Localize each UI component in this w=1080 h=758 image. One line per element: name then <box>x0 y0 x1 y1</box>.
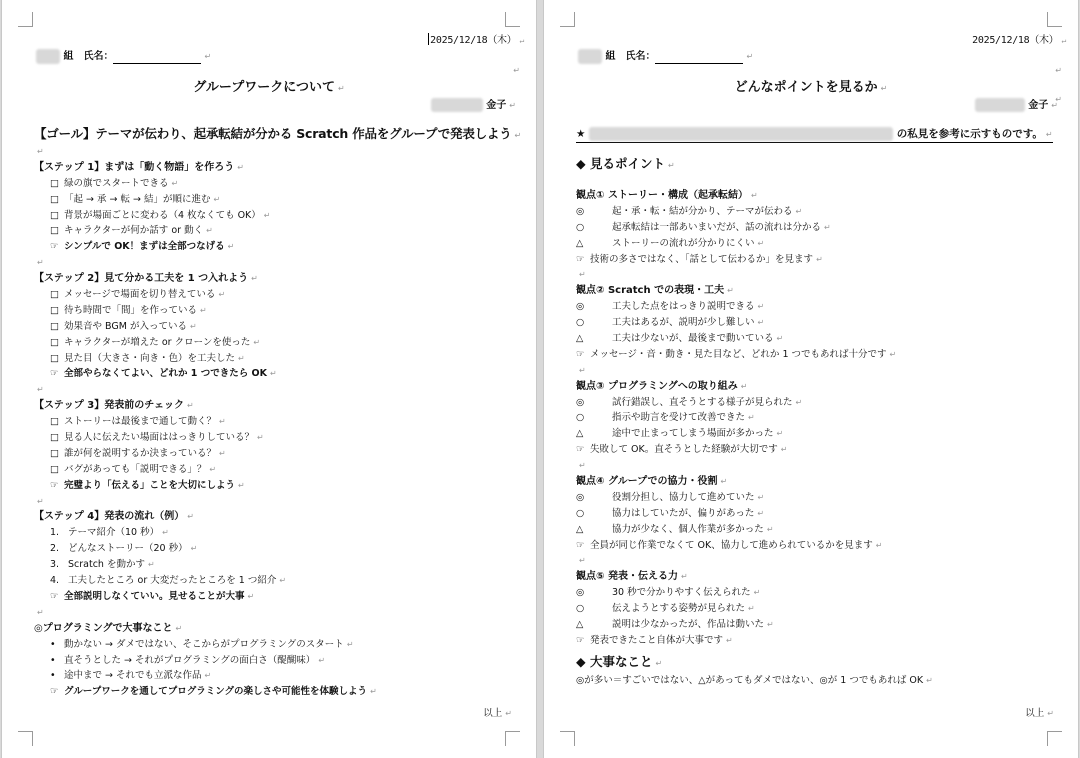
pointing-hand-icon: ☞ <box>576 444 585 456</box>
checklist-item[interactable]: □ メッセージで場面を切り替えている ↵ <box>34 287 516 303</box>
checkbox-icon[interactable]: □ <box>50 304 59 316</box>
checkbox-icon[interactable]: □ <box>50 177 59 189</box>
viewpoint5-heading[interactable]: 観点⑤ 発表・伝える力 ↵ <box>576 571 688 583</box>
checklist-item[interactable]: □ 誰が何を説明するか決まっている？ ↵ <box>34 446 516 462</box>
viewpoint3-heading[interactable]: 観点③ プログラミングへの取り組み ↵ <box>576 380 748 392</box>
checkbox-icon[interactable]: □ <box>50 289 59 301</box>
document-page-right <box>544 0 1078 758</box>
rating-row[interactable]: ○ 工夫はあるが、説明が少し難しい ↵ <box>576 317 765 329</box>
margin-corner-mark <box>18 731 33 746</box>
rating-row[interactable]: ◎ 工夫した点をはっきり説明できる ↵ <box>576 301 765 313</box>
pointing-hand-icon: ☞ <box>576 634 585 646</box>
important-heading[interactable]: ◎プログラミングで大事なこと ↵ <box>34 622 183 634</box>
bullet-icon: • <box>50 670 56 682</box>
checklist-item[interactable]: □ キャラクターが何か話す or 動く ↵ <box>34 223 516 239</box>
rating-row[interactable]: ◎ 試行錯誤し、直そうとする様子が見られた ↵ <box>576 396 803 408</box>
goal-heading[interactable]: 【ゴール】テーマが伝わり、起承転結が分かる Scratch 作品をグループで発表しよう ↵ <box>34 126 522 141</box>
section-heading-points[interactable]: ◆ 見るポイント ↵ <box>576 156 675 171</box>
checkbox-icon[interactable]: □ <box>50 320 59 332</box>
margin-corner-mark <box>1047 731 1062 746</box>
checklist-item[interactable]: □ 緑の旗でスタートできる ↵ <box>34 176 516 192</box>
pointing-hand-icon: ☞ <box>50 686 59 698</box>
name-field[interactable] <box>655 51 743 64</box>
bullet-icon: • <box>50 638 56 650</box>
checklist-item[interactable]: □ 見る人に伝えたい場面ははっきりしている？ ↵ <box>34 430 516 446</box>
bullet-item[interactable]: • 動かない → ダメではない、そこからがプログラミングのスタート ↵ <box>34 637 516 653</box>
checklist-item[interactable]: □ キャラクターが増えた or クローンを使った ↵ <box>34 335 516 351</box>
checkbox-icon[interactable]: □ <box>50 352 59 364</box>
rating-row[interactable]: △ 説明は少なかったが、作品は動いた ↵ <box>576 619 774 631</box>
redacted-class <box>578 49 602 64</box>
checkbox-icon[interactable]: □ <box>50 209 59 221</box>
right-body: ◆ 見るポイント ↵ 観点① ストーリー・構成（起承転結） ↵ ◎ 起・承・転・結が分かり、テーマが伝わる ↵ ○ 起承転結は一部あいまいだが、話の流れは分かる ↵ △ ストーリーの流れが分かりにくい ↵ ☞ 技術の多さではなく、「話として伝わるか」を見ます ↵ ↵ 観点② Scratch での表現・工夫 ↵ ◎ 工夫した点をはっきり説明できる ↵ ○ 工夫はあるが、説明が少し難しい ↵ △ 工夫は少ないが、最後まで動いている ↵ ☞ メッセージ・音・動き・見た目など、どれか 1 つでもあれば十分です ↵ ↵ 観点③ プログラミングへの取り組み ↵ ◎ 試行錯誤し、直そうとする様子が見られた ↵ ○ 指示や助言を受けて改善できた ↵ △ 途中で止まってしまう場面が多かった ↵ ☞ 失敗して OK。直そうとした経験が大切です ↵ ↵ 観点④ グループでの協力・役割 ↵ ◎ 役割分担し、協力して進めていた ↵ ○ 協力はしていたが、偏りがあった ↵ △ 協力が少なく、個人作業が多かった ↵ ☞ 全員が同じ作業でなくて OK、協力して進められているかを見ます ↵ ↵ 観点⑤ 発表・伝える力 ↵ ◎ 30 秒で分かりやすく伝えられた ↵ ○ 伝えようとする姿勢が見られた ↵ △ 説明は少なかったが、作品は動いた ↵ ☞ 発表できたこと自体が大事です ↵ ◆ 大事なこと ↵ ◎が多い＝すごいではない、△があってもダメではない、◎が 1 つでもあれば OK ↵ <box>576 153 1058 689</box>
document-title[interactable]: グループワークについて ↵ <box>193 80 345 95</box>
margin-corner-mark <box>18 12 33 27</box>
step4-heading[interactable]: 【ステップ 4】発表の流れ（例） ↵ <box>34 511 194 523</box>
blank-line <box>576 175 1058 188</box>
name-field[interactable] <box>113 51 201 64</box>
checklist-item[interactable]: □ ストーリーは最後まで通して動く？ ↵ <box>34 414 516 430</box>
numbered-item[interactable]: 4. 工夫したところ or 大変だったところを 1 つ紹介 ↵ <box>50 575 287 587</box>
document-date[interactable]: 2025/12/18（木） ↵ <box>430 35 524 46</box>
left-body: ↵ 【ステップ 1】まずは「動く物語」を作ろう ↵ □ 緑の旗でスタートできる ↵ □ 「起 → 承 → 転 → 結」が順に進む ↵ □ 背景が場面ごとに変わる（4 枚なくても OK） ↵ □ キャラクターが何か話す or 動く ↵ ☞ シンプルで OK！まずは全部つなげる ↵ ↵ 【ステップ 2】見て分かる工夫を 1 つ入れよう ↵ □ メッセージで場面を切り替えている ↵ □ 待ち時間で「間」を作っている ↵ □ 効果音や BGM が入っている ↵ □ キャラクターが増えた or クローンを使った ↵ □ 見た目（大きさ・向き・色）を工夫した ↵ ☞ 全部やらなくてよい、どれか 1 つできたら OK ↵ ↵ 【ステップ 3】発表前のチェック ↵ □ ストーリーは最後まで通して動く？ ↵ □ 見る人に伝えたい場面ははっきりしている？ ↵ □ 誰が何を説明するか決まっている？ ↵ □ バグがあっても「説明できる」？ ↵ ☞ 完璧より「伝える」ことを大切にしよう ↵ ↵ 【ステップ 4】発表の流れ（例） ↵ 1. テーマ紹介（10 秒） ↵ 2. どんなストーリー（20 秒） ↵ 3. Scratch を動かす ↵ 4. 工夫したところ or 大変だったところを 1 つ紹介 ↵ ☞ 全部説明しなくていい。見せることが大事 ↵ ↵ ◎プログラミングで大事なこと ↵ • 動かない → ダメではない、そこからがプログラミングのスタート ↵ • 直そうとした → それがプログラミングの面白さ（醍醐味） ↵ • 途中まで → それでも立派な作品 ↵ ☞ グループワークを通してプログラミングの楽しさや可能性を体験しよう ↵ <box>34 144 516 700</box>
class-name-line[interactable]: 組 氏名： ↵ <box>578 47 753 64</box>
redacted-class <box>36 49 60 64</box>
pointing-hand-icon: ☞ <box>50 241 59 253</box>
pointing-hand-icon: ☞ <box>576 348 585 360</box>
document-page-left <box>2 0 536 758</box>
checkbox-icon[interactable]: □ <box>50 193 59 205</box>
viewpoint-note[interactable]: ☞ 発表できたこと自体が大事です ↵ <box>576 633 1058 649</box>
rating-row[interactable]: ◎ 30 秒で分かりやすく伝えられた ↵ <box>576 587 761 599</box>
step-note[interactable]: ☞ シンプルで OK！まずは全部つなげる ↵ <box>34 239 516 255</box>
checkbox-icon[interactable]: □ <box>50 225 59 237</box>
numbered-item[interactable]: 3. Scratch を動かす ↵ <box>50 559 155 571</box>
step2-heading[interactable]: 【ステップ 2】見て分かる工夫を 1 つ入れよう ↵ <box>34 273 258 285</box>
document-title[interactable]: どんなポイントを見るか ↵ <box>734 80 888 95</box>
checklist-item[interactable]: □ 効果音や BGM が入っている ↵ <box>34 319 516 335</box>
author-line[interactable]: 金子 ↵ <box>431 96 516 112</box>
redacted-author <box>431 98 483 112</box>
rating-row[interactable]: △ ストーリーの流れが分かりにくい ↵ <box>576 237 765 249</box>
viewpoint4-heading[interactable]: 観点④ グループでの協力・役割 ↵ <box>576 476 728 488</box>
viewpoint-note[interactable]: ☞ 失敗して OK。直そうとした経験が大切です ↵ <box>576 442 1058 458</box>
step-note[interactable]: ☞ 全部説明しなくていい。見せることが大事 ↵ <box>34 589 516 605</box>
viewpoint-note[interactable]: ☞ 技術の多さではなく、「話として伝わるか」を見ます ↵ <box>576 252 1058 268</box>
checkbox-icon[interactable]: □ <box>50 336 59 348</box>
redacted-author <box>975 98 1025 112</box>
margin-corner-mark <box>505 12 520 27</box>
pointing-hand-icon: ☞ <box>576 539 585 551</box>
checkbox-icon[interactable]: □ <box>50 432 59 444</box>
checklist-item[interactable]: □ バグがあっても「説明できる」？ ↵ <box>34 462 516 478</box>
checklist-item[interactable]: □ 待ち時間で「間」を作っている ↵ <box>34 303 516 319</box>
margin-corner-mark <box>1047 12 1062 27</box>
rating-row[interactable]: ○ 起承転結は一部あいまいだが、話の流れは分かる ↵ <box>576 221 831 233</box>
checklist-item[interactable]: □ 「起 → 承 → 転 → 結」が順に進む ↵ <box>34 192 516 208</box>
checkbox-icon[interactable]: □ <box>50 463 59 475</box>
section-heading-important[interactable]: ◆ 大事なこと ↵ <box>576 653 663 669</box>
numbered-item[interactable]: 1. テーマ紹介（10 秒） ↵ <box>50 527 169 539</box>
viewpoint1-heading[interactable]: 観点① ストーリー・構成（起承転結） ↵ <box>576 190 758 201</box>
bullet-item[interactable]: • 直そうとした → それがプログラミングの面白さ（醍醐味） ↵ <box>34 653 516 669</box>
class-name-line[interactable]: 組 氏名： ↵ <box>36 47 211 64</box>
end-mark[interactable]: 以上 ↵ <box>1025 708 1054 719</box>
step1-heading[interactable]: 【ステップ 1】まずは「動く物語」を作ろう ↵ <box>34 161 244 173</box>
pointing-hand-icon: ☞ <box>576 253 585 265</box>
step3-heading[interactable]: 【ステップ 3】発表前のチェック ↵ <box>34 400 194 412</box>
rating-row[interactable]: ○ 伝えようとする姿勢が見られた ↵ <box>576 603 755 615</box>
step-note[interactable]: ☞ グループワークを通してプログラミングの楽しさや可能性を体験しよう ↵ <box>34 684 516 700</box>
end-mark[interactable]: 以上 ↵ <box>483 708 512 719</box>
summary-line[interactable]: ◎が多い＝すごいではない、△があってもダメではない、◎が 1 つでもあれば OK ↵ <box>576 674 933 686</box>
rating-row[interactable]: △ 途中で止まってしまう場面が多かった ↵ <box>576 428 784 440</box>
rating-row[interactable]: ○ 協力はしていたが、偏りがあった ↵ <box>576 507 765 519</box>
step-note[interactable]: ☞ 全部やらなくてよい、どれか 1 つできたら OK ↵ <box>34 366 516 382</box>
author-line[interactable]: 金子 ↵ <box>975 96 1058 112</box>
checkbox-icon[interactable]: □ <box>50 416 59 428</box>
bullet-item[interactable]: • 途中まで → それでも立派な作品 ↵ <box>34 668 516 684</box>
pointing-hand-icon: ☞ <box>50 590 59 602</box>
rating-row[interactable]: ○ 指示や助言を受けて改善できた ↵ <box>576 412 755 424</box>
rating-row[interactable]: ◎ 役割分担し、協力して進めていた ↵ <box>576 491 765 503</box>
margin-corner-mark <box>505 731 520 746</box>
intro-note[interactable]: ★ の私見を参考に示すものです。 ↵ <box>576 126 1053 143</box>
checkbox-icon[interactable]: □ <box>50 447 59 459</box>
margin-corner-mark <box>560 731 575 746</box>
rating-row[interactable]: ◎ 起・承・転・結が分かり、テーマが伝わる ↵ <box>576 205 803 217</box>
viewpoint2-heading[interactable]: 観点② Scratch での表現・工夫 ↵ <box>576 285 734 297</box>
checklist-item[interactable]: □ 見た目（大きさ・向き・色）を工夫した ↵ <box>34 351 516 367</box>
document-date[interactable]: 2025/12/18（木） ↵ <box>972 35 1066 46</box>
numbered-item[interactable]: 2. どんなストーリー（20 秒） ↵ <box>50 543 198 555</box>
margin-corner-mark <box>560 12 575 27</box>
checklist-item[interactable]: □ 背景が場面ごとに変わる（4 枚なくても OK） ↵ <box>34 208 516 224</box>
rating-row[interactable]: △ 協力が少なく、個人作業が多かった ↵ <box>576 523 774 535</box>
viewpoint-note[interactable]: ☞ メッセージ・音・動き・見た目など、どれか 1 つでもあれば十分です ↵ <box>576 347 1058 363</box>
text-cursor <box>428 33 429 45</box>
pointing-hand-icon: ☞ <box>50 368 59 380</box>
viewpoint-note[interactable]: ☞ 全員が同じ作業でなくて OK、協力して進められているかを見ます ↵ <box>576 538 1058 554</box>
paragraph-mark-icon: ↵ <box>1055 95 1062 104</box>
pointing-hand-icon: ☞ <box>50 479 59 491</box>
step-note[interactable]: ☞ 完璧より「伝える」ことを大切にしよう ↵ <box>34 478 516 494</box>
bullet-icon: • <box>50 654 56 666</box>
paragraph-mark-icon: ↵ <box>513 66 520 75</box>
redacted-source <box>589 127 893 141</box>
rating-row[interactable]: △ 工夫は少ないが、最後まで動いている ↵ <box>576 333 784 345</box>
paragraph-mark-icon: ↵ <box>1055 66 1062 75</box>
